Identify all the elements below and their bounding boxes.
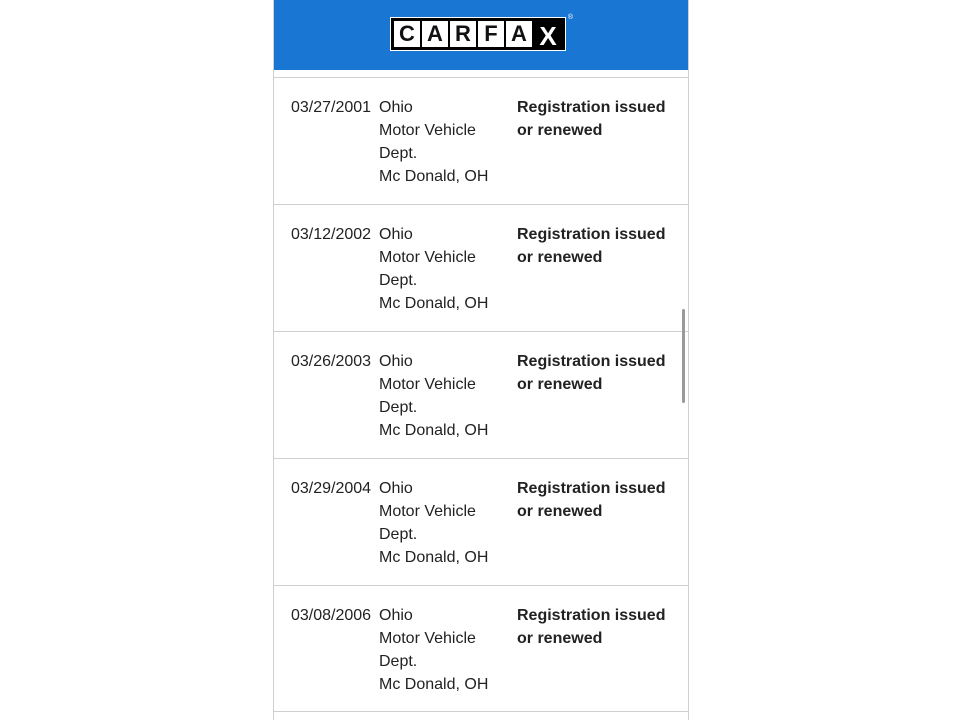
history-record-row (274, 77, 688, 204)
source-line: Dept. (379, 145, 418, 162)
record-source (379, 223, 504, 315)
logo-letter-a: A (422, 21, 448, 47)
source-line: Dept. (379, 526, 418, 543)
logo-letter-x: X (539, 21, 557, 51)
comment-line: or renewed (517, 376, 603, 393)
source-line: Dept. (379, 272, 418, 289)
comment-line: or renewed (517, 249, 603, 266)
source-line: Motor Vehicle (379, 376, 476, 393)
history-record-list (274, 77, 688, 712)
carfax-logo[interactable] (390, 14, 573, 51)
carfax-header (274, 0, 688, 70)
history-record-row (274, 204, 688, 331)
history-record-row (274, 458, 688, 585)
record-date: 03/12/2002 (291, 226, 372, 243)
record-source (379, 477, 504, 569)
history-record-row (274, 331, 688, 458)
record-source (379, 96, 504, 188)
source-line: Dept. (379, 653, 418, 670)
source-line: Ohio (379, 480, 413, 497)
record-comment (517, 350, 677, 396)
source-line: Ohio (379, 99, 413, 116)
source-line: Ohio (379, 226, 413, 243)
source-line: Motor Vehicle (379, 630, 476, 647)
comment-line: Registration issued (517, 353, 666, 370)
source-line: Mc Donald, OH (379, 676, 489, 693)
record-comment (517, 477, 677, 523)
comment-line: Registration issued (517, 226, 666, 243)
record-comment (517, 604, 677, 650)
source-line: Mc Donald, OH (379, 168, 489, 185)
history-record-row (274, 585, 688, 712)
vertical-scrollbar[interactable] (682, 309, 685, 403)
record-comment (517, 223, 677, 269)
logo-letter-f: F (478, 21, 504, 47)
record-date: 03/27/2001 (291, 99, 372, 116)
source-line: Dept. (379, 399, 418, 416)
source-line: Mc Donald, OH (379, 549, 489, 566)
source-line: Ohio (379, 607, 413, 624)
logo-letter-r: R (450, 21, 476, 47)
comment-line: Registration issued (517, 99, 666, 116)
source-line: Mc Donald, OH (379, 422, 489, 439)
comment-line: or renewed (517, 630, 603, 647)
record-date: 03/29/2004 (291, 480, 372, 497)
comment-line: or renewed (517, 122, 603, 139)
record-date: 03/26/2003 (291, 353, 372, 370)
logo-letter-a2: A (506, 21, 532, 47)
comment-line: Registration issued (517, 607, 666, 624)
registered-mark: ® (567, 14, 573, 21)
record-source (379, 350, 504, 442)
comment-line: or renewed (517, 503, 603, 520)
source-line: Mc Donald, OH (379, 295, 489, 312)
comment-line: Registration issued (517, 480, 666, 497)
logo-letter-c: C (394, 21, 420, 47)
source-line: Motor Vehicle (379, 122, 476, 139)
record-source (379, 604, 504, 696)
mobile-viewport (273, 0, 689, 720)
record-date: 03/08/2006 (291, 607, 372, 624)
source-line: Motor Vehicle (379, 249, 476, 266)
record-comment (517, 96, 677, 142)
source-line: Motor Vehicle (379, 503, 476, 520)
source-line: Ohio (379, 353, 413, 370)
